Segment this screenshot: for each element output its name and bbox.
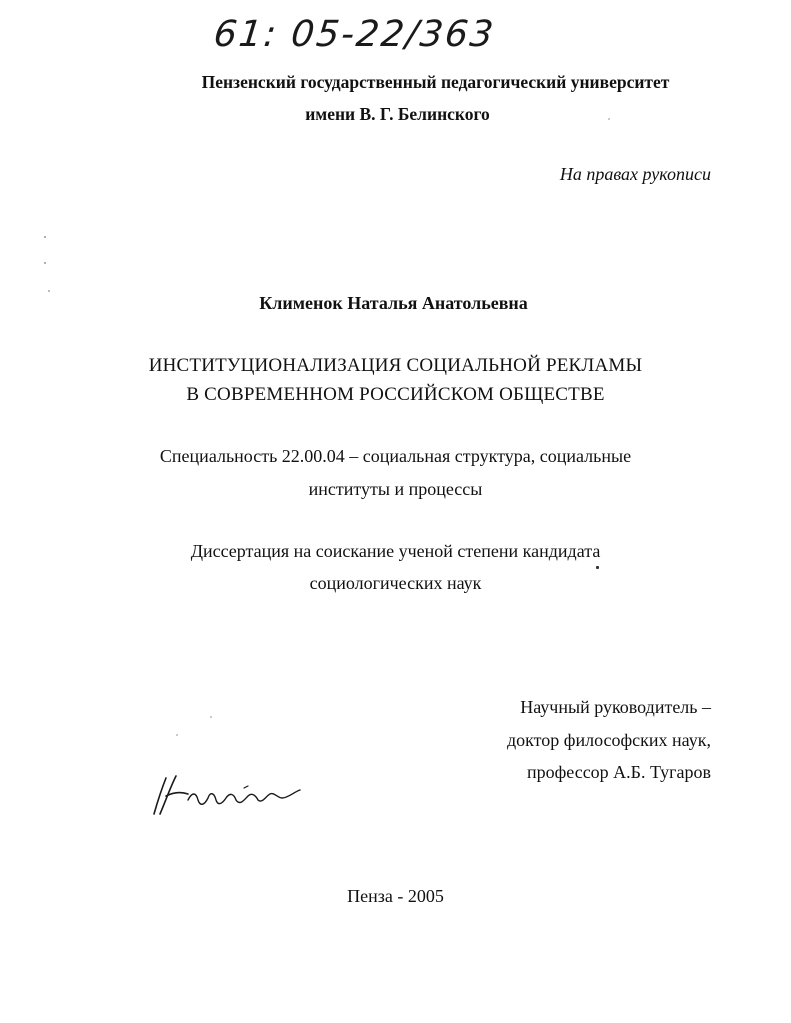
supervisor-line1: Научный руководитель – [520,697,711,717]
author-signature [148,770,318,820]
university-name-line1: Пензенский государственный педагогический университет [201,72,670,92]
archive-code-handwritten: 61: 05-22/363 [211,14,497,55]
scan-speck [210,716,212,718]
degree-line1: Диссертация на соискание ученой степени кандидата [190,541,601,561]
specialty-line2: институты и процессы [308,479,483,499]
supervisor-line3: профессор А.Б. Тугаров [526,762,711,782]
degree-line2: социологических наук [309,573,482,593]
scan-speck [608,118,610,120]
scan-speck [44,262,46,264]
scan-speck [48,290,50,292]
scan-speck [176,734,178,736]
dissertation-title-line2: В СОВРЕМЕННОМ РОССИЙСКОМ ОБЩЕСТВЕ [186,384,605,405]
university-name-line2: имени В. Г. Белинского [305,104,490,124]
scan-speck [596,566,599,569]
scan-speck [44,236,46,238]
city-year: Пенза - 2005 [347,886,444,906]
manuscript-rights-note: На правах рукописи [559,164,711,184]
dissertation-title-line1: ИНСТИТУЦИОНАЛИЗАЦИЯ СОЦИАЛЬНОЙ РЕКЛАМЫ [148,355,643,376]
author-name: Клименок Наталья Анатольевна [259,293,528,313]
specialty-line1: Специальность 22.00.04 – социальная структура, социальные [159,446,632,466]
supervisor-line2: доктор философских наук, [507,730,711,750]
